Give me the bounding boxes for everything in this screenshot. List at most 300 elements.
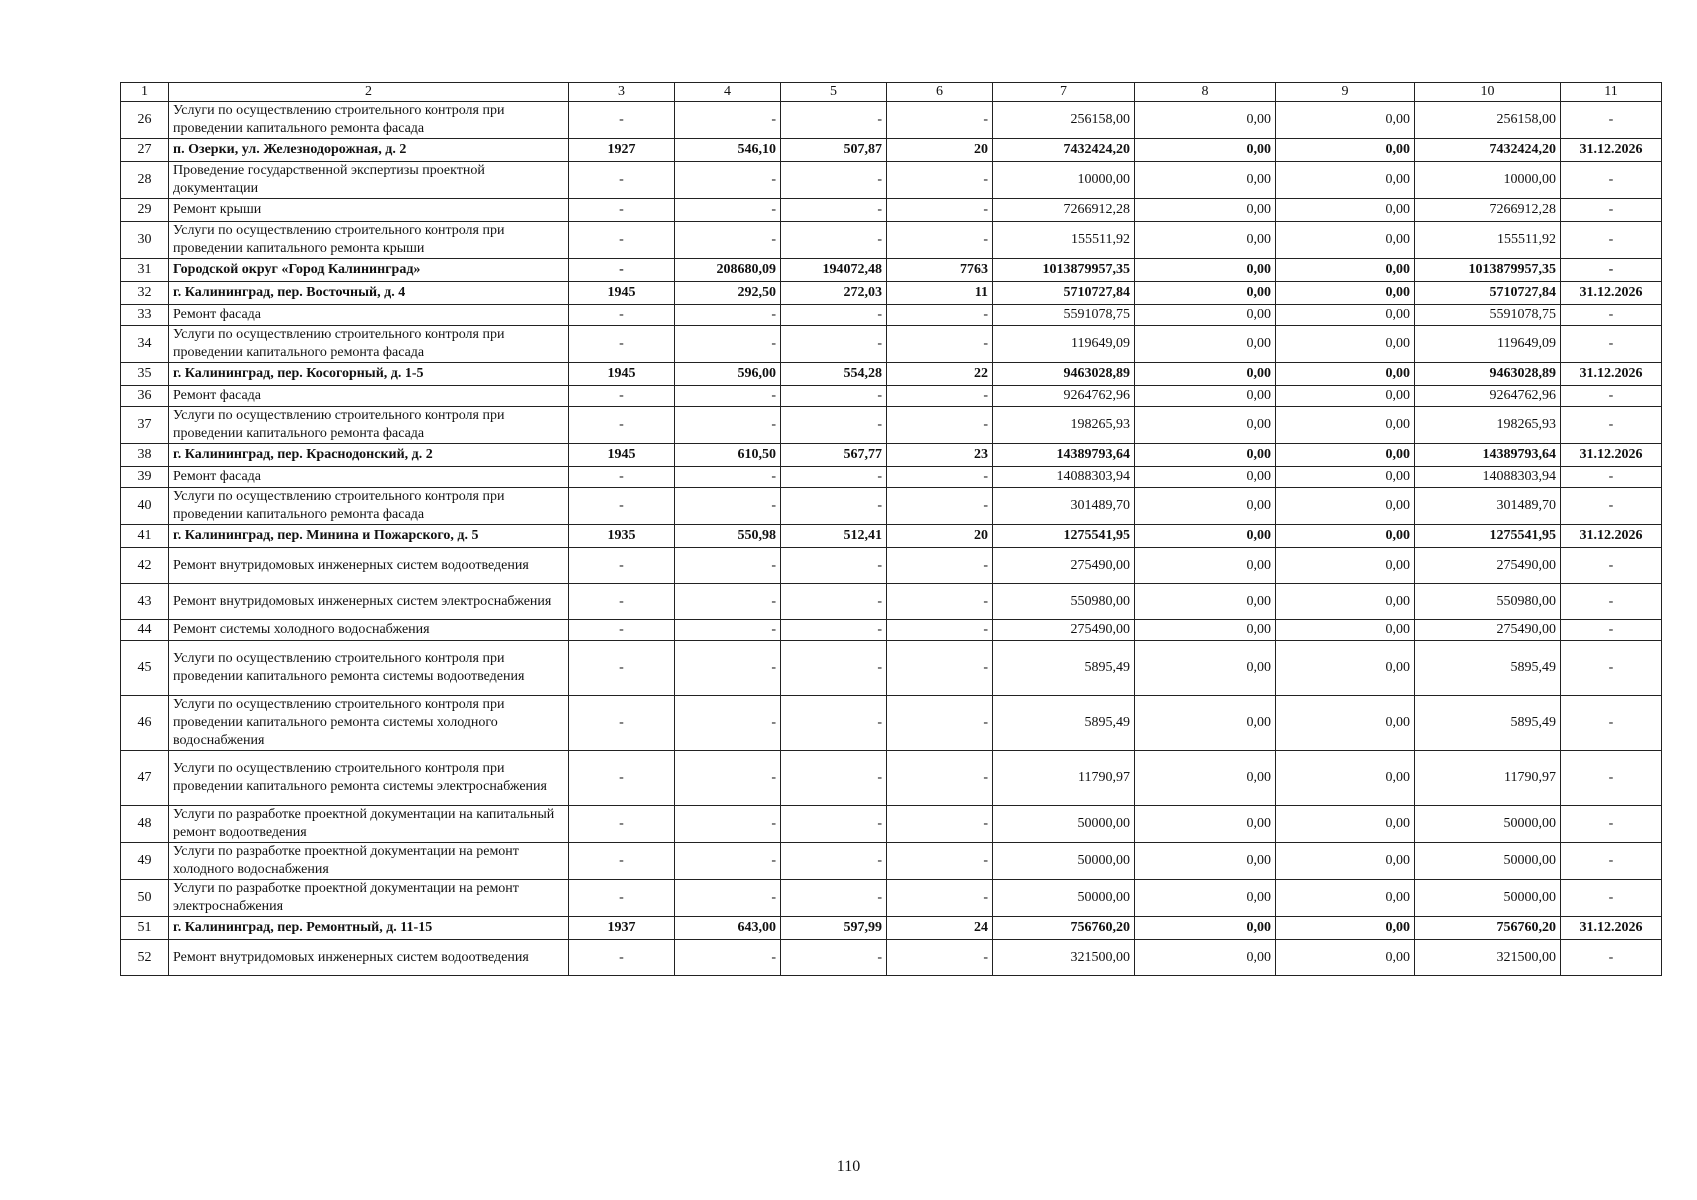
total-area-cell: - [675,102,781,139]
budget-cost-cell: 0,00 [1276,222,1415,259]
total-cost-cell: 198265,93 [993,407,1135,444]
total-area-cell: - [675,407,781,444]
work-row [121,806,1662,843]
fund-cost-cell: 0,00 [1135,843,1276,880]
budget-cost-cell: 0,00 [1276,386,1415,407]
work-name: Услуги по разработке проектной документации на ремонт холодного водоснабжения [169,843,569,880]
column-number: 2 [169,83,569,102]
row-number: 31 [121,259,169,282]
completion-date-cell: 31.12.2026 [1561,282,1662,305]
completion-date-cell: - [1561,843,1662,880]
total-cost-cell: 5591078,75 [993,305,1135,326]
completion-date-cell: - [1561,548,1662,584]
work-row [121,843,1662,880]
living-area-cell: - [781,620,887,641]
work-row [121,305,1662,326]
living-area-cell: - [781,806,887,843]
fund-cost-cell: 0,00 [1135,139,1276,162]
total-area-cell: 550,98 [675,525,781,548]
work-name: Услуги по осуществлению строительного контроля при проведении капитального ремонта крыши [169,222,569,259]
row-number: 50 [121,880,169,917]
year-built-cell: - [569,488,675,525]
completion-date-cell: - [1561,620,1662,641]
residents-count-cell: - [887,641,993,696]
total-cost-cell: 50000,00 [993,880,1135,917]
living-area-cell: - [781,641,887,696]
owners-cost-cell: 5895,49 [1415,696,1561,751]
column-number: 10 [1415,83,1561,102]
column-number: 6 [887,83,993,102]
living-area-cell: - [781,584,887,620]
address-name: г. Калининград, пер. Краснодонский, д. 2 [169,444,569,467]
fund-cost-cell: 0,00 [1135,282,1276,305]
owners-cost-cell: 14389793,64 [1415,444,1561,467]
living-area-cell: 507,87 [781,139,887,162]
residents-count-cell: - [887,880,993,917]
completion-date-cell: - [1561,488,1662,525]
work-row [121,751,1662,806]
address-name: г. Калининград, пер. Косогорный, д. 1-5 [169,363,569,386]
residents-count-cell: - [887,305,993,326]
work-name: Услуги по осуществлению строительного контроля при проведении капитального ремонта системы водоотведения [169,641,569,696]
work-row [121,386,1662,407]
work-name: Ремонт системы холодного водоснабжения [169,620,569,641]
residents-count-cell: 24 [887,917,993,940]
work-name: Ремонт фасада [169,386,569,407]
address-row [121,917,1662,940]
total-area-cell: - [675,940,781,976]
column-number: 1 [121,83,169,102]
living-area-cell: 567,77 [781,444,887,467]
year-built-cell: 1935 [569,525,675,548]
completion-date-cell: - [1561,407,1662,444]
budget-cost-cell: 0,00 [1276,363,1415,386]
work-row [121,584,1662,620]
total-area-cell: - [675,467,781,488]
completion-date-cell: - [1561,751,1662,806]
living-area-cell: - [781,488,887,525]
work-row [121,620,1662,641]
living-area-cell: 597,99 [781,917,887,940]
total-cost-cell: 5710727,84 [993,282,1135,305]
row-number: 42 [121,548,169,584]
owners-cost-cell: 50000,00 [1415,843,1561,880]
living-area-cell: - [781,222,887,259]
total-cost-cell: 5895,49 [993,641,1135,696]
residents-count-cell: - [887,467,993,488]
fund-cost-cell: 0,00 [1135,696,1276,751]
total-cost-cell: 50000,00 [993,843,1135,880]
total-area-cell: - [675,880,781,917]
living-area-cell: 512,41 [781,525,887,548]
budget-cost-cell: 0,00 [1276,407,1415,444]
year-built-cell: - [569,620,675,641]
table-body [121,83,1662,976]
completion-date-cell: - [1561,305,1662,326]
residents-count-cell: - [887,940,993,976]
residents-count-cell: - [887,326,993,363]
work-row [121,488,1662,525]
row-number: 36 [121,386,169,407]
living-area-cell: - [781,199,887,222]
budget-cost-cell: 0,00 [1276,751,1415,806]
year-built-cell: - [569,880,675,917]
address-name: Городской округ «Город Калининград» [169,259,569,282]
work-name: Ремонт фасада [169,305,569,326]
total-area-cell: - [675,199,781,222]
owners-cost-cell: 155511,92 [1415,222,1561,259]
page-number: 110 [836,1158,861,1175]
row-number: 46 [121,696,169,751]
work-name: Услуги по разработке проектной документации на капитальный ремонт водоотведения [169,806,569,843]
total-area-cell: - [675,806,781,843]
row-number: 52 [121,940,169,976]
work-row [121,222,1662,259]
total-cost-cell: 550980,00 [993,584,1135,620]
row-number: 38 [121,444,169,467]
budget-cost-cell: 0,00 [1276,444,1415,467]
fund-cost-cell: 0,00 [1135,525,1276,548]
year-built-cell: 1937 [569,917,675,940]
row-number: 40 [121,488,169,525]
residents-count-cell: 22 [887,363,993,386]
total-area-cell: - [675,386,781,407]
completion-date-cell: - [1561,806,1662,843]
total-cost-cell: 321500,00 [993,940,1135,976]
year-built-cell: - [569,407,675,444]
column-number: 5 [781,83,887,102]
total-cost-cell: 119649,09 [993,326,1135,363]
row-number: 41 [121,525,169,548]
total-cost-cell: 275490,00 [993,548,1135,584]
owners-cost-cell: 1275541,95 [1415,525,1561,548]
address-row [121,444,1662,467]
year-built-cell: - [569,162,675,199]
total-area-cell: 208680,09 [675,259,781,282]
total-cost-cell: 756760,20 [993,917,1135,940]
residents-count-cell: - [887,407,993,444]
fund-cost-cell: 0,00 [1135,548,1276,584]
total-cost-cell: 5895,49 [993,696,1135,751]
total-cost-cell: 9463028,89 [993,363,1135,386]
residents-count-cell: 11 [887,282,993,305]
year-built-cell: - [569,259,675,282]
fund-cost-cell: 0,00 [1135,407,1276,444]
total-cost-cell: 275490,00 [993,620,1135,641]
total-area-cell: - [675,641,781,696]
row-number: 39 [121,467,169,488]
fund-cost-cell: 0,00 [1135,363,1276,386]
living-area-cell: 194072,48 [781,259,887,282]
fund-cost-cell: 0,00 [1135,162,1276,199]
owners-cost-cell: 5895,49 [1415,641,1561,696]
owners-cost-cell: 5710727,84 [1415,282,1561,305]
budget-cost-cell: 0,00 [1276,917,1415,940]
year-built-cell: 1945 [569,282,675,305]
budget-cost-cell: 0,00 [1276,641,1415,696]
total-area-cell: - [675,326,781,363]
total-area-cell: - [675,222,781,259]
column-number: 3 [569,83,675,102]
fund-cost-cell: 0,00 [1135,386,1276,407]
living-area-cell: 554,28 [781,363,887,386]
work-name: Услуги по осуществлению строительного контроля при проведении капитального ремонта системы холодного водоснабжения [169,696,569,751]
year-built-cell: - [569,584,675,620]
year-built-cell: - [569,305,675,326]
total-cost-cell: 7432424,20 [993,139,1135,162]
row-number: 47 [121,751,169,806]
living-area-cell: 272,03 [781,282,887,305]
completion-date-cell: - [1561,222,1662,259]
row-number: 45 [121,641,169,696]
residents-count-cell: - [887,199,993,222]
living-area-cell: - [781,751,887,806]
total-cost-cell: 9264762,96 [993,386,1135,407]
address-row [121,259,1662,282]
completion-date-cell: - [1561,880,1662,917]
work-name: Ремонт фасада [169,467,569,488]
column-number: 4 [675,83,781,102]
work-name: Услуги по осуществлению строительного контроля при проведении капитального ремонта фасада [169,326,569,363]
living-area-cell: - [781,102,887,139]
owners-cost-cell: 119649,09 [1415,326,1561,363]
year-built-cell: - [569,751,675,806]
work-name: Ремонт внутридомовых инженерных систем электроснабжения [169,584,569,620]
residents-count-cell: 23 [887,444,993,467]
fund-cost-cell: 0,00 [1135,806,1276,843]
fund-cost-cell: 0,00 [1135,444,1276,467]
owners-cost-cell: 11790,97 [1415,751,1561,806]
living-area-cell: - [781,696,887,751]
total-area-cell: - [675,162,781,199]
row-number: 43 [121,584,169,620]
address-name: п. Озерки, ул. Железнодорожная, д. 2 [169,139,569,162]
budget-cost-cell: 0,00 [1276,199,1415,222]
year-built-cell: - [569,641,675,696]
residents-count-cell: 7763 [887,259,993,282]
year-built-cell: - [569,326,675,363]
work-row [121,548,1662,584]
completion-date-cell: - [1561,940,1662,976]
work-row [121,199,1662,222]
budget-cost-cell: 0,00 [1276,282,1415,305]
completion-date-cell: 31.12.2026 [1561,917,1662,940]
total-area-cell: - [675,620,781,641]
total-cost-cell: 1275541,95 [993,525,1135,548]
budget-cost-cell: 0,00 [1276,880,1415,917]
fund-cost-cell: 0,00 [1135,326,1276,363]
row-number: 29 [121,199,169,222]
year-built-cell: 1945 [569,363,675,386]
address-name: г. Калининград, пер. Ремонтный, д. 11-15 [169,917,569,940]
work-row [121,880,1662,917]
fund-cost-cell: 0,00 [1135,880,1276,917]
total-cost-cell: 1013879957,35 [993,259,1135,282]
work-name: Услуги по разработке проектной документации на ремонт электроснабжения [169,880,569,917]
budget-cost-cell: 0,00 [1276,584,1415,620]
total-cost-cell: 11790,97 [993,751,1135,806]
work-row [121,641,1662,696]
residents-count-cell: - [887,620,993,641]
completion-date-cell: - [1561,326,1662,363]
total-area-cell: - [675,751,781,806]
row-number: 27 [121,139,169,162]
budget-cost-cell: 0,00 [1276,162,1415,199]
completion-date-cell: - [1561,696,1662,751]
residents-count-cell: - [887,548,993,584]
owners-cost-cell: 7432424,20 [1415,139,1561,162]
total-cost-cell: 14088303,94 [993,467,1135,488]
budget-cost-cell: 0,00 [1276,467,1415,488]
column-number: 11 [1561,83,1662,102]
work-row [121,162,1662,199]
total-area-cell: - [675,305,781,326]
row-number: 37 [121,407,169,444]
residents-count-cell: - [887,696,993,751]
total-cost-cell: 10000,00 [993,162,1135,199]
column-number: 8 [1135,83,1276,102]
row-number: 30 [121,222,169,259]
living-area-cell: - [781,407,887,444]
work-name: Услуги по осуществлению строительного контроля при проведении капитального ремонта фасада [169,102,569,139]
total-cost-cell: 50000,00 [993,806,1135,843]
budget-cost-cell: 0,00 [1276,696,1415,751]
residents-count-cell: - [887,102,993,139]
completion-date-cell: 31.12.2026 [1561,139,1662,162]
living-area-cell: - [781,326,887,363]
owners-cost-cell: 321500,00 [1415,940,1561,976]
budget-cost-cell: 0,00 [1276,843,1415,880]
living-area-cell: - [781,467,887,488]
column-number: 7 [993,83,1135,102]
budget-cost-cell: 0,00 [1276,102,1415,139]
year-built-cell: - [569,199,675,222]
owners-cost-cell: 7266912,28 [1415,199,1561,222]
total-area-cell: - [675,584,781,620]
budget-cost-cell: 0,00 [1276,326,1415,363]
total-area-cell: - [675,696,781,751]
completion-date-cell: 31.12.2026 [1561,525,1662,548]
year-built-cell: - [569,696,675,751]
living-area-cell: - [781,548,887,584]
fund-cost-cell: 0,00 [1135,259,1276,282]
fund-cost-cell: 0,00 [1135,467,1276,488]
work-row [121,467,1662,488]
total-cost-cell: 7266912,28 [993,199,1135,222]
completion-date-cell: - [1561,386,1662,407]
total-area-cell: 292,50 [675,282,781,305]
year-built-cell: - [569,386,675,407]
fund-cost-cell: 0,00 [1135,102,1276,139]
year-built-cell: - [569,222,675,259]
total-area-cell: - [675,488,781,525]
fund-cost-cell: 0,00 [1135,751,1276,806]
residents-count-cell: - [887,488,993,525]
total-area-cell: - [675,548,781,584]
living-area-cell: - [781,305,887,326]
completion-date-cell: - [1561,199,1662,222]
total-area-cell: 596,00 [675,363,781,386]
budget-cost-cell: 0,00 [1276,548,1415,584]
year-built-cell: - [569,467,675,488]
residents-count-cell: - [887,162,993,199]
row-number: 44 [121,620,169,641]
work-name: Ремонт крыши [169,199,569,222]
owners-cost-cell: 5591078,75 [1415,305,1561,326]
work-row [121,407,1662,444]
total-area-cell: 643,00 [675,917,781,940]
row-number: 35 [121,363,169,386]
total-area-cell: 546,10 [675,139,781,162]
completion-date-cell: 31.12.2026 [1561,363,1662,386]
work-row [121,940,1662,976]
owners-cost-cell: 256158,00 [1415,102,1561,139]
owners-cost-cell: 9264762,96 [1415,386,1561,407]
row-number: 26 [121,102,169,139]
fund-cost-cell: 0,00 [1135,222,1276,259]
total-cost-cell: 155511,92 [993,222,1135,259]
fund-cost-cell: 0,00 [1135,641,1276,696]
year-built-cell: 1927 [569,139,675,162]
fund-cost-cell: 0,00 [1135,488,1276,525]
owners-cost-cell: 1013879957,35 [1415,259,1561,282]
row-number: 33 [121,305,169,326]
budget-cost-cell: 0,00 [1276,525,1415,548]
year-built-cell: - [569,102,675,139]
residents-count-cell: 20 [887,525,993,548]
total-cost-cell: 14389793,64 [993,444,1135,467]
residents-count-cell: - [887,584,993,620]
row-number: 51 [121,917,169,940]
total-area-cell: - [675,843,781,880]
year-built-cell: - [569,940,675,976]
work-name: Ремонт внутридомовых инженерных систем водоотведения [169,940,569,976]
residents-count-cell: 20 [887,139,993,162]
residents-count-cell: - [887,222,993,259]
row-number: 48 [121,806,169,843]
year-built-cell: - [569,806,675,843]
owners-cost-cell: 301489,70 [1415,488,1561,525]
residents-count-cell: - [887,386,993,407]
work-name: Услуги по осуществлению строительного контроля при проведении капитального ремонта фасада [169,407,569,444]
work-name: Услуги по осуществлению строительного контроля при проведении капитального ремонта системы электроснабжения [169,751,569,806]
completion-date-cell: - [1561,584,1662,620]
residents-count-cell: - [887,806,993,843]
budget-cost-cell: 0,00 [1276,259,1415,282]
fund-cost-cell: 0,00 [1135,584,1276,620]
column-number-row [121,83,1662,102]
budget-cost-cell: 0,00 [1276,139,1415,162]
fund-cost-cell: 0,00 [1135,940,1276,976]
total-area-cell: 610,50 [675,444,781,467]
work-name: Ремонт внутридомовых инженерных систем водоотведения [169,548,569,584]
year-built-cell: - [569,548,675,584]
completion-date-cell: - [1561,259,1662,282]
owners-cost-cell: 10000,00 [1415,162,1561,199]
completion-date-cell: 31.12.2026 [1561,444,1662,467]
fund-cost-cell: 0,00 [1135,199,1276,222]
budget-cost-cell: 0,00 [1276,940,1415,976]
year-built-cell: 1945 [569,444,675,467]
address-name: г. Калининград, пер. Минина и Пожарского, д. 5 [169,525,569,548]
repair-schedule-table [120,82,1662,976]
living-area-cell: - [781,162,887,199]
completion-date-cell: - [1561,102,1662,139]
living-area-cell: - [781,880,887,917]
year-built-cell: - [569,843,675,880]
living-area-cell: - [781,843,887,880]
owners-cost-cell: 14088303,94 [1415,467,1561,488]
